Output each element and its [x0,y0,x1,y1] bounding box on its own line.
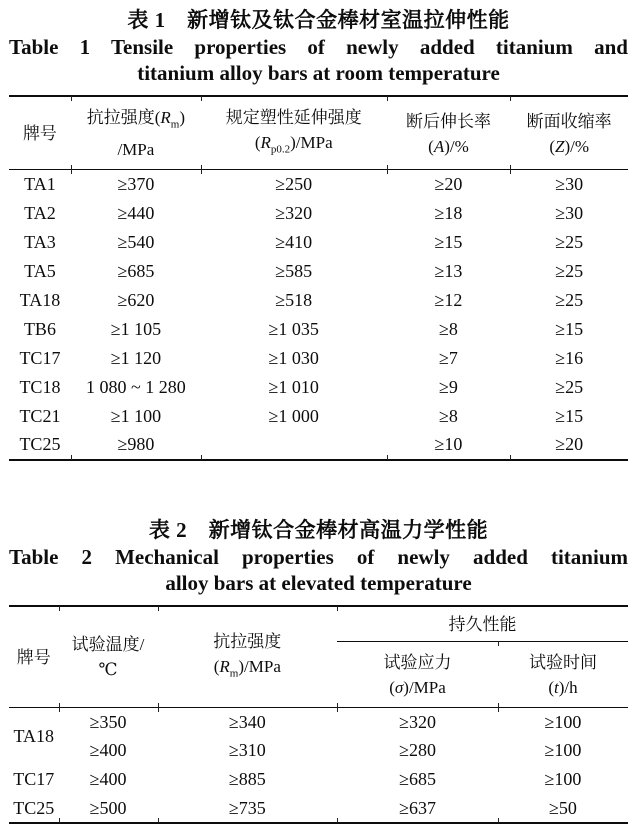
value-cell: ≥685 [399,769,436,790]
table-row [9,228,628,257]
table1-header-tensile-strength: 抗拉强度$(R_m)$ /MPa [71,96,201,170]
value-cell: ≥885 [228,769,266,790]
table1-caption-en-line2: titanium alloy bars at room temperature [137,61,500,85]
value-cell: ≥1 100 [110,405,162,426]
value-cell: ≥980 [71,431,201,460]
grade-cell: TC25 [13,797,55,818]
value-cell: ≥1 010 [268,376,319,397]
value-cell: ≥25 [555,231,584,252]
value-cell: ≥10 [387,431,511,460]
table1-caption-zh: 表 1 新增钛及钛合金棒材室温拉伸性能 [127,8,510,32]
grade-cell: TA18 [19,289,61,310]
grade-cell: TA1 [24,174,56,195]
elevated-temperature-table [9,605,628,825]
value-cell: ≥30 [510,170,628,199]
grade-cell: TC21 [19,405,61,426]
table2-header-endurance: 持久性能 [337,606,628,642]
table-row [9,170,628,199]
value-cell: ≥540 [117,231,155,252]
table-row [9,344,628,373]
table-row [9,286,628,315]
value-cell: ≥20 [387,170,511,199]
value-cell: ≥20 [510,431,628,460]
table2-header-test-temperature: 试验温度/ ℃ [59,606,158,708]
value-cell: ≥100 [498,707,628,736]
value-cell: ≥1 120 [110,347,162,368]
tensile-properties-table [9,95,628,461]
table-row [9,431,628,460]
grade-cell: TC18 [19,376,61,397]
value-cell: ≥1 035 [268,318,319,339]
value-cell: ≥1 030 [268,347,319,368]
value-cell: ≥280 [399,740,436,761]
grade-cell: TA5 [24,260,56,281]
value-cell: ≥25 [555,376,584,397]
table-row [9,707,628,736]
table2-header-tensile-strength: 抗拉强度 $(R_m)$/MPa [158,606,338,708]
table-row [9,257,628,286]
value-cell: ≥25 [555,260,584,281]
table-row [9,736,628,765]
table-row [9,315,628,344]
value-cell: ≥1 000 [268,405,319,426]
value-cell: ≥100 [544,740,582,761]
table1-header-reduction-of-area: 断面收缩率 (Z)/% [510,96,628,170]
value-cell: ≥585 [275,260,313,281]
grade-cell: TA18 [13,726,55,747]
value-cell: ≥15 [434,231,463,252]
value-cell: ≥250 [201,170,387,199]
grade-cell: TC17 [13,769,55,790]
value-cell: ≥518 [275,289,313,310]
value-cell: ≥400 [89,740,127,761]
value-cell: ≥9 [439,376,458,397]
table1-header-grade: 牌号 [9,96,71,170]
table2-header-test-time: 试验时间 (t)/h [498,641,628,707]
table1-header-elongation: 断后伸长率 (A)/% [387,96,511,170]
value-cell [201,431,387,460]
table1-header-proof-strength: 规定塑性延伸强度 $(R_{p0.2})$/MPa [201,96,387,170]
value-cell: ≥310 [228,740,266,761]
value-cell: ≥8 [439,318,458,339]
value-cell: ≥18 [434,202,463,223]
value-cell: ≥13 [434,260,463,281]
value-cell: ≥16 [555,347,584,368]
value-cell: ≥100 [544,769,582,790]
value-cell: ≥637 [337,794,498,823]
value-cell: ≥25 [555,289,584,310]
value-cell: ≥15 [555,318,584,339]
table2-caption-zh: 表 2 新增钛合金棒材高温力学性能 [148,517,489,542]
value-cell: ≥500 [59,794,158,823]
value-cell: ≥440 [117,202,155,223]
value-cell: ≥30 [555,202,584,223]
table-row [9,373,628,402]
value-cell: ≥50 [498,794,628,823]
value-cell: ≥410 [275,231,313,252]
grade-cell: TC25 [19,434,61,455]
value-cell: 1 080 ~ 1 280 [86,376,186,397]
grade-cell: TB6 [23,318,56,339]
value-cell: ≥320 [337,707,498,736]
table2-header-grade: 牌号 [9,606,59,708]
value-cell: ≥7 [439,347,458,368]
table-row [9,199,628,228]
value-cell: ≥735 [158,794,338,823]
value-cell: ≥340 [158,707,338,736]
value-cell: ≥350 [59,707,158,736]
grade-cell: TA3 [24,231,56,252]
grade-cell: TA2 [24,202,56,223]
grade-cell: TC17 [19,347,61,368]
value-cell: ≥8 [439,405,458,426]
table2-caption-en-line1: Table 2 Mechanical properties of newly added titanium [9,544,628,569]
table2-header-row-1 [9,606,628,642]
value-cell: ≥12 [434,289,463,310]
value-cell: ≥320 [275,202,313,223]
value-cell: ≥620 [117,289,155,310]
table2-caption-en-line2: alloy bars at elevated temperature [165,570,472,595]
table-row [9,402,628,431]
value-cell: ≥685 [117,260,155,281]
value-cell: ≥1 105 [110,318,162,339]
value-cell: ≥400 [89,769,127,790]
value-cell: ≥370 [71,170,201,199]
value-cell: ≥15 [555,405,584,426]
table-row [9,765,628,794]
table1-header-row [9,96,628,170]
table1-caption-en-line1: Table 1 Tensile properties of newly added titanium and [9,35,628,59]
table2-header-test-stress: 试验应力 (σ)/MPa [337,641,498,707]
table-row [9,794,628,823]
